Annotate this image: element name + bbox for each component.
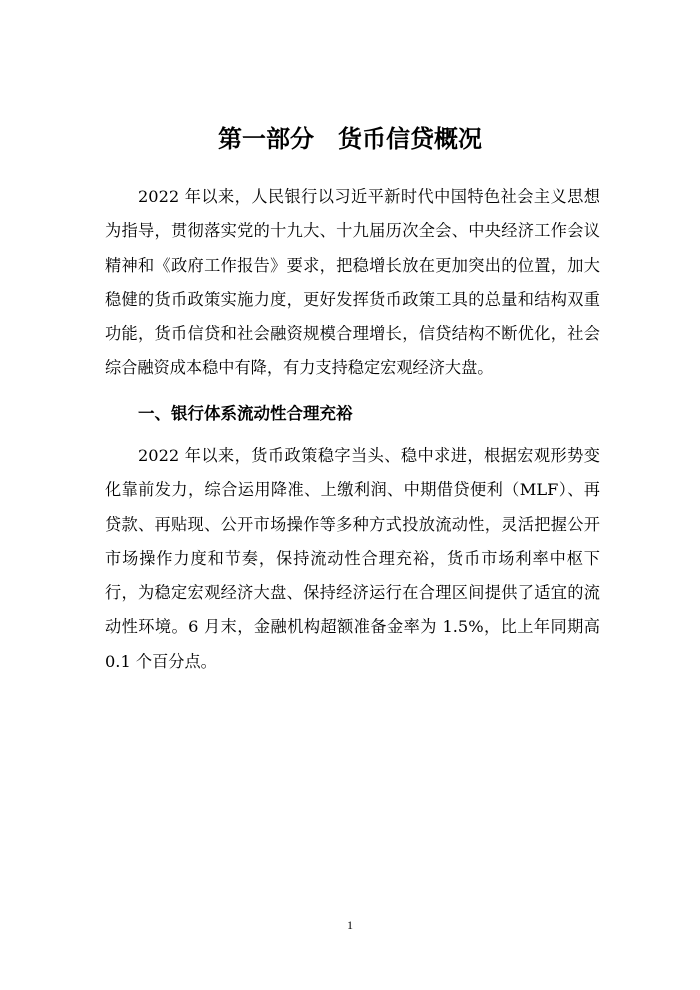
intro-paragraph: 2022 年以来，人民银行以习近平新时代中国特色社会主义思想为指导，贯彻落实党的十九大、十九届历次全会、中央经济工作会议精神和《政府工作报告》要求，把稳增长放在更加突出的位置，加大稳健的货币政策实施力度，更好发挥货币政策工具的总量和结构双重功能，货币信贷和社会融资规模合理增长，信贷结构不断优化，社会综合融资成本稳中有降，有力支持稳定宏观经济大盘。 <box>105 187 600 378</box>
page-title: 第一部分 货币信贷概况 <box>218 125 482 153</box>
liquidity-paragraph: 2022 年以来，货币政策稳字当头、稳中求进，根据宏观形势变化靠前发力，综合运用降准、上缴利润、中期借贷便利（MLF）、再贷款、再贴现、公开市场操作等多种方式投放流动性，灵活把握公开市场操作力度和节奏，保持流动性合理充裕，货币市场利率中枢下行，为稳定宏观经济大盘、保持经济运行在合理区间提供了适宜的流动性环境。6 月末，金融机构超额准备金率为 1.5%，比上年同期高 0.1 个百分点。 <box>105 446 600 671</box>
section-heading: 一、银行体系流动性合理充裕 <box>138 404 353 423</box>
page-number: 1 <box>347 918 353 932</box>
